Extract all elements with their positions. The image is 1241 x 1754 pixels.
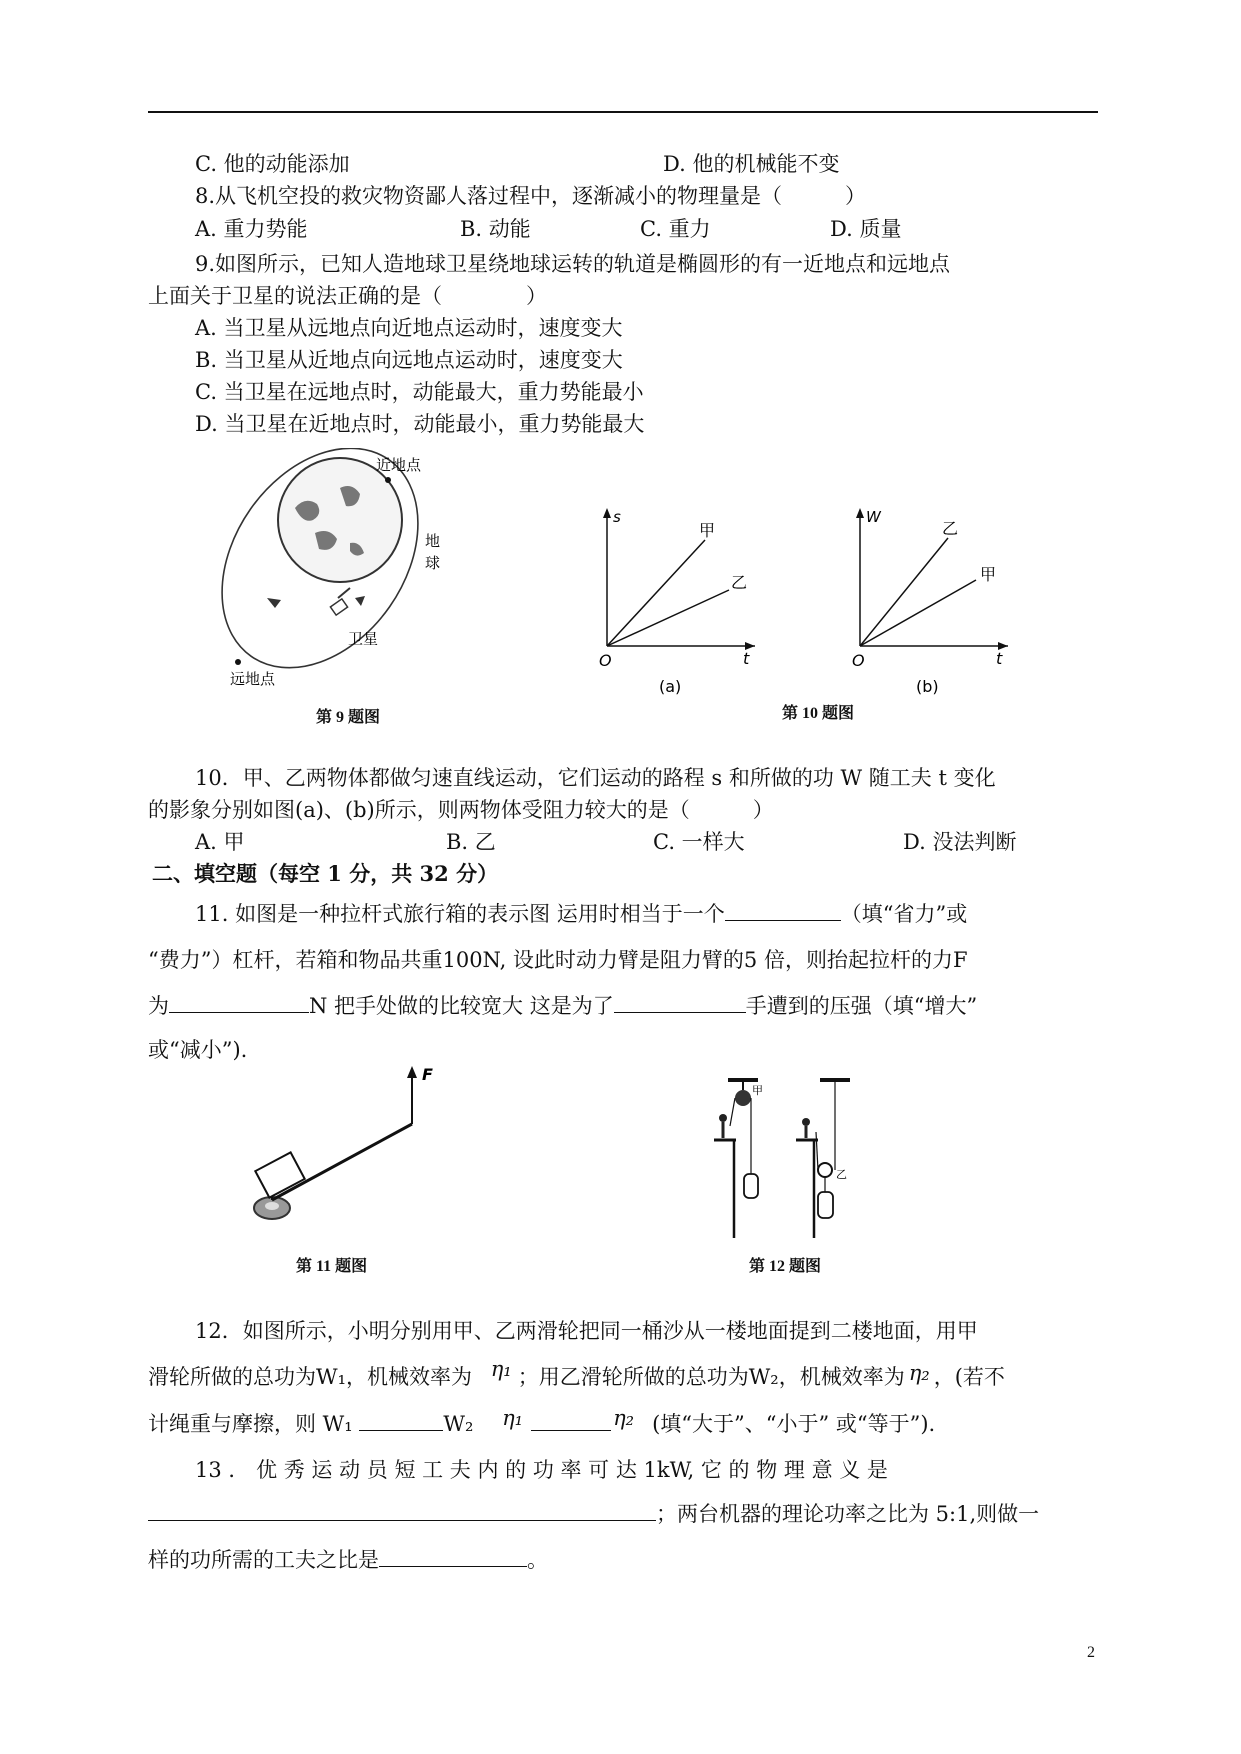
q10-stem-line1: 10．甲、乙两物体都做匀速直线运动，它们运动的路程 s 和所做的功 W 随工夫 t 变化 [195, 766, 996, 790]
q11-blank-3[interactable] [614, 992, 746, 1013]
q13-line2 [148, 1500, 1039, 1528]
axis-label-s: s [613, 508, 621, 526]
page-number: 2 [1087, 1644, 1095, 1661]
label-pulley-yi: 乙 [836, 1168, 847, 1181]
q9-stem-line1: 9.如图所示，已知人造地球卫星绕地球运转的轨道是椭圆形的有一近地点和远地点 [195, 252, 951, 276]
q12-line3-w2: W₂ [443, 1412, 474, 1436]
q11-line1-text: 11. 如图是一种拉杆式旅行箱的表示图 运用时相当于一个 [195, 902, 725, 926]
pulley-jia-icon [735, 1090, 751, 1106]
axis-label-w: W [866, 508, 881, 526]
label-apogee: 远地点 [230, 670, 276, 688]
q7-option-c: C. 他的动能添加 [195, 152, 350, 176]
q9-stem-line2: 上面关于卫星的说法正确的是（ ） [148, 284, 547, 308]
label-jia-b: 甲 [980, 565, 997, 584]
q12-line2 [148, 1357, 1005, 1391]
label-earth-2: 球 [425, 554, 441, 572]
figure-10-caption: 第 10 题图 [782, 705, 855, 722]
label-force: F [422, 1065, 433, 1084]
q8-option-d: D. 质量 [830, 217, 902, 241]
q9-option-a: A. 当卫星从远地点向近地点运动时，速度变大 [195, 316, 623, 340]
line-yi-a [607, 590, 729, 646]
figure-12-caption: 第 12 题图 [749, 1258, 822, 1275]
q9-option-c: C. 当卫星在远地点时，动能最大，重力势能最小 [195, 380, 644, 404]
q13-blank-2[interactable] [379, 1546, 527, 1567]
figure-12-pulleys [710, 1070, 870, 1240]
earth-icon [278, 458, 402, 582]
q13-line2-text: ；两台机器的理论功率之比为 5:1,则做一 [656, 1502, 1040, 1526]
q12-eta1: η₁ [490, 1357, 512, 1381]
satellite-icon [330, 588, 350, 615]
q11-line3 [148, 992, 977, 1020]
q11-blank-1[interactable] [725, 900, 841, 921]
q12-blank-1[interactable] [359, 1410, 443, 1431]
q11-blank-2[interactable] [169, 992, 309, 1013]
q11-line2: “费力”）杠杆，若箱和物品共重100N, 设此时动力臂是阻力臂的5 倍，则抬起拉杆的力F [148, 948, 968, 972]
q12-line3 [148, 1406, 936, 1438]
figure-9-orbit [220, 448, 460, 688]
origin-b: O [852, 651, 865, 670]
q13-line3-end: 。 [527, 1548, 548, 1572]
figure-10a-graph [595, 500, 770, 700]
q11-line3-text-a: 为 [148, 994, 169, 1018]
q9-option-b: B. 当卫星从近地点向远地点运动时，速度变大 [195, 348, 623, 372]
q11-line1 [195, 900, 967, 928]
q8-option-a: A. 重力势能 [195, 217, 308, 241]
label-yi-b: 乙 [942, 519, 959, 538]
q13-line3 [148, 1546, 548, 1574]
q12-eta2-b: η₂ [613, 1406, 635, 1430]
figure-10b-graph [848, 500, 1023, 700]
person-1-icon [719, 1114, 727, 1122]
q12-line2-text-b: ；用乙滑轮所做的总功为W₂，机械效率为 [517, 1365, 905, 1389]
tag-a: (a) [659, 677, 682, 696]
sand-bucket-1 [744, 1174, 758, 1198]
q9-option-d: D. 当卫星在近地点时，动能最小，重力势能最大 [195, 412, 645, 436]
q12-blank-2[interactable] [531, 1410, 611, 1431]
label-yi-a: 乙 [731, 573, 748, 592]
suitcase-box [255, 1152, 304, 1197]
person-2-icon [802, 1118, 810, 1126]
q8-stem: 8.从飞机空投的救灾物资鄙人落过程中，逐渐减小的物理量是（ ） [195, 184, 867, 208]
label-perigee: 近地点 [376, 456, 422, 474]
label-satellite: 卫星 [348, 630, 379, 648]
q13-line3-text: 样的功所需的工夫之比是 [148, 1548, 379, 1572]
q8-option-b: B. 动能 [460, 217, 531, 241]
origin-a: O [599, 651, 612, 670]
pulley-yi-icon [818, 1163, 832, 1177]
label-earth-1: 地 [425, 532, 441, 550]
axis-label-t-a: t [743, 649, 750, 668]
q12-eta2: η₂ [908, 1361, 930, 1385]
q13-line1: 13 ． 优 秀 运 动 员 短 工 夫 内 的 功 率 可 达 1kW, 它 的 物 理 意 义 是 [195, 1458, 888, 1482]
figure-11-caption: 第 11 题图 [296, 1258, 368, 1275]
q10-option-d: D. 没法判断 [903, 830, 1017, 854]
q8-option-c: C. 重力 [640, 217, 711, 241]
q10-option-a: A. 甲 [195, 830, 245, 854]
figure-11-suitcase [240, 1060, 450, 1230]
q11-line1-tail: （填“省力”或 [840, 902, 968, 926]
line-jia-a [607, 540, 705, 646]
q10-option-b: B. 乙 [446, 830, 496, 854]
q10-option-c: C. 一样大 [653, 830, 745, 854]
q11-line3-text-c: 手遭到的压强（填“增大” [745, 994, 978, 1018]
header-rule [148, 111, 1098, 113]
sand-bucket-2 [818, 1192, 833, 1218]
figure-9-caption: 第 9 题图 [316, 709, 381, 726]
q10-stem-line2: 的影象分别如图(a)、(b)所示，则两物体受阻力较大的是（ ） [148, 798, 774, 822]
q12-line3-text-c: (填“大于”、“小于” 或“等于”). [652, 1412, 936, 1436]
q13-blank-1[interactable] [148, 1500, 656, 1521]
q12-eta1-b: η₁ [502, 1406, 524, 1430]
line-yi-b [860, 538, 948, 646]
q11-line4: 或“减小”). [148, 1038, 248, 1062]
tag-b: (b) [916, 677, 939, 696]
q7-option-d: D. 他的机械能不变 [663, 152, 840, 176]
axis-label-t-b: t [996, 649, 1003, 668]
q12-line3-text-a: 计绳重与摩擦，则 W₁ [148, 1412, 353, 1436]
q11-line3-text-b: N 把手处做的比较宽大 这是为了 [309, 994, 614, 1018]
q12-line2-text-a: 滑轮所做的总功为W₁，机械效率为 [148, 1365, 473, 1389]
q12-line1: 12．如图所示，小明分别用甲、乙两滑轮把同一桶沙从一楼地面提到二楼地面，用甲 [195, 1319, 978, 1343]
section-2-heading: 二、填空题（每空 1 分，共 32 分） [152, 861, 499, 886]
label-jia-a: 甲 [699, 521, 716, 540]
line-jia-b [860, 580, 976, 646]
label-pulley-jia: 甲 [752, 1084, 763, 1097]
q12-line2-text-c: ，(若不 [933, 1365, 1005, 1389]
